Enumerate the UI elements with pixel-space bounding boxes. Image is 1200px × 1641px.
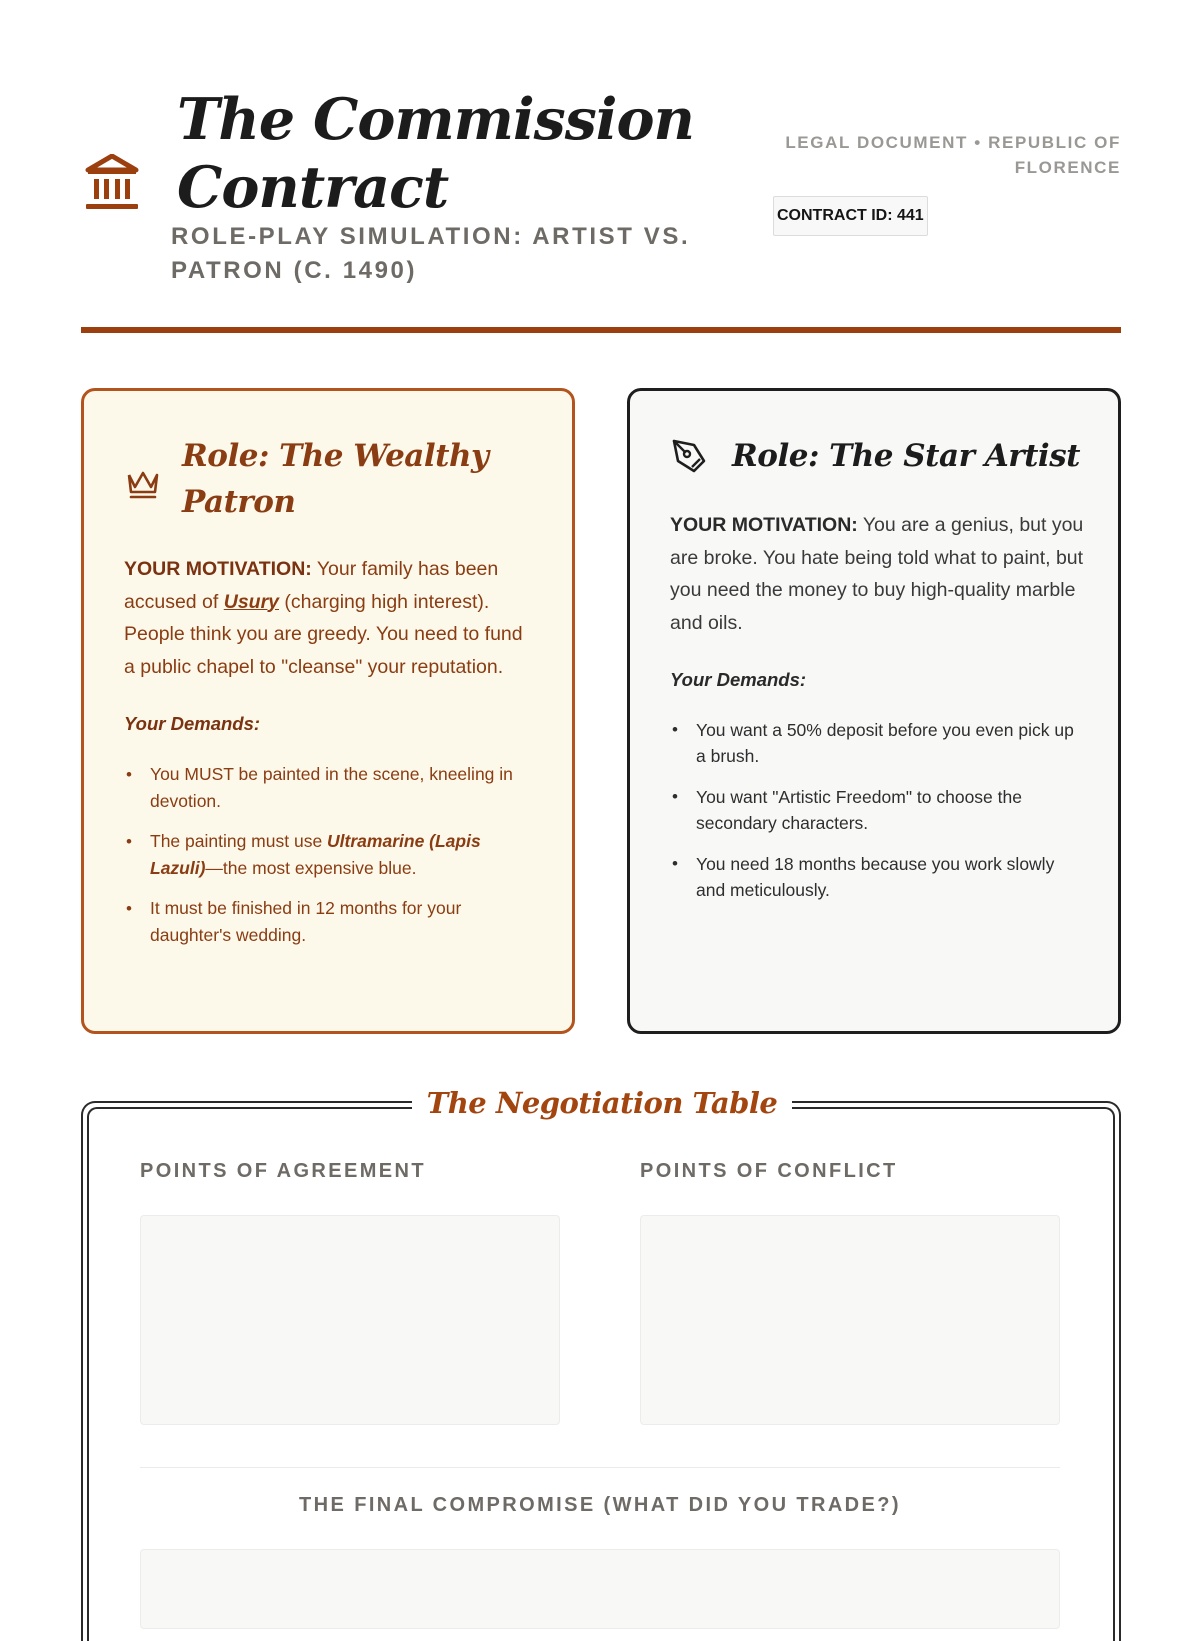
patron-demands-list: [124, 761, 538, 949]
ultramarine-term: Ultramarine (Lapis Lazuli): [150, 831, 481, 878]
list-item: • It must be finished in 12 months for your daughter's wedding.: [124, 895, 538, 949]
page-title: The Commission Contract: [177, 86, 694, 221]
usury-term: Usury: [223, 590, 280, 613]
motivation-text: Your family has been accused of: [124, 558, 499, 613]
final-compromise-label: THE FINAL COMPROMISE (WHAT DID YOU TRADE?): [299, 1494, 901, 1516]
points-of-agreement-label: POINTS OF AGREEMENT: [140, 1160, 426, 1182]
section-divider: [140, 1467, 1060, 1468]
artist-role-body: [670, 509, 1084, 918]
negotiation-table-heading: [412, 1083, 792, 1123]
bullet-icon: •: [672, 787, 678, 806]
pen-nib-icon: [670, 437, 708, 475]
page-subtitle: ROLE-PLAY SIMULATION: ARTIST VS. PATRON (C. 1490): [171, 223, 691, 284]
negotiation-table-title: The Negotiation Table: [426, 1086, 778, 1120]
motivation-text: You are a genius, but you are broke. You hate being told what to paint, but you need the money to buy high-quality marble and oils.: [670, 514, 1084, 634]
header-divider: [81, 327, 1121, 333]
artist-role-card: [627, 388, 1121, 1034]
points-of-conflict-label: POINTS OF CONFLICT: [640, 1160, 898, 1182]
patron-role-body: [124, 553, 538, 962]
patron-role-title: Role: The Wealthy Patron: [182, 438, 489, 520]
bullet-icon: •: [672, 720, 678, 739]
contract-id-badge: CONTRACT ID: 441: [773, 196, 928, 236]
bank-building-icon: [85, 154, 139, 214]
document-type-label: LEGAL DOCUMENT • REPUBLIC OF FLORENCE: [785, 133, 1121, 177]
motivation-label: YOUR MOTIVATION:: [670, 514, 858, 536]
crown-icon: [124, 463, 162, 501]
artist-demands-heading: Your Demands:: [670, 669, 807, 690]
patron-role-card: [81, 388, 575, 1034]
list-item: • You want "Artistic Freedom" to choose the secondary characters.: [670, 784, 1084, 836]
artist-role-title: Role: The Star Artist: [732, 438, 1080, 474]
bullet-icon: •: [126, 832, 132, 851]
motivation-label: YOUR MOTIVATION:: [124, 558, 312, 580]
list-item: • You want a 50% deposit before you even pick up a brush.: [670, 717, 1084, 769]
document-header: [81, 80, 1121, 330]
patron-demands-heading: Your Demands:: [124, 713, 261, 734]
list-item: • You MUST be painted in the scene, kneeling in devotion.: [124, 761, 538, 815]
points-of-agreement-field[interactable]: [140, 1215, 560, 1425]
artist-motivation: [670, 509, 1084, 639]
bullet-icon: •: [672, 854, 678, 873]
points-of-conflict-field[interactable]: [640, 1215, 1060, 1425]
artist-demands-list: [670, 717, 1084, 903]
list-item: • The painting must use Ultramarine (Lapis Lazuli)—the most expensive blue.: [124, 828, 538, 882]
bullet-icon: •: [126, 899, 132, 918]
bullet-icon: •: [126, 765, 132, 784]
motivation-text: (charging high interest). People think you are greedy. You need to fund a public chapel to "cleanse" your reputation.: [124, 590, 523, 678]
final-compromise-field[interactable]: [140, 1549, 1060, 1629]
patron-motivation: [124, 553, 538, 683]
list-item: • You need 18 months because you work slowly and meticulously.: [670, 851, 1084, 903]
